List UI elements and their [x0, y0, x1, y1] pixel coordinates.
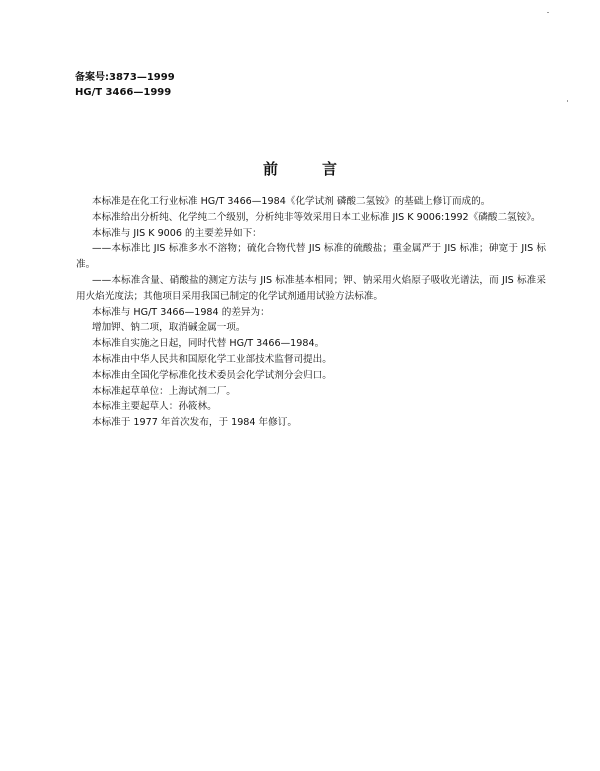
- paragraph: 本标准由中华人民共和国原化学工业部技术监督司提出。: [92, 353, 332, 365]
- scan-speck: [567, 100, 568, 102]
- paragraph: 本标准与 HG/T 3466—1984 的差异为：: [92, 306, 270, 318]
- paragraph: 本标准主要起草人：孙筱林。: [92, 401, 217, 413]
- standard-code: HG/T 3466—1999: [75, 87, 172, 98]
- standard-header: [75, 70, 175, 100]
- paragraph: 本标准自实施之日起，同时代替 HG/T 3466—1984。: [92, 338, 325, 350]
- scan-speck: [547, 12, 549, 13]
- paragraph: 本标准是在化工行业标准 HG/T 3466—1984《化学试剂 磷酸二氢铵》的基础上修订而成的。: [92, 196, 491, 207]
- page-title: 前言: [262, 160, 381, 178]
- paragraph: 本标准给出分析纯、化学纯二个级别，分析纯非等效采用日本工业标准 JIS K 9006:1992《磷酸二氢铵》。: [92, 211, 541, 223]
- paragraph: 本标准于 1977 年首次发布，于 1984 年修订。: [92, 417, 297, 429]
- paragraph: 本标准与 JIS K 9006 的主要差异如下：: [92, 227, 262, 239]
- record-number: 备案号:3873—1999: [75, 72, 175, 83]
- paragraph: ——本标准含量、硝酸盐的测定方法与 JIS 标准基本相同；钾、钠采用火焰原子吸收光谱法，而 JIS 标准采用火焰光度法；其他项目采用我国已制定的化学试剂通用试验方法标准。: [76, 274, 546, 302]
- paragraph: 本标准起草单位：上海试剂二厂。: [92, 385, 236, 397]
- paragraph: 本标准由全国化学标准化技术委员会化学试剂分会归口。: [92, 369, 332, 381]
- foreword-body: [76, 194, 546, 431]
- paragraph: 增加钾、钠二项，取消碱金属一项。: [92, 322, 246, 334]
- paragraph: ——本标准比 JIS 标准多水不溶物；硫化合物代替 JIS 标准的硫酸盐；重金属严于 JIS 标准；砷宽于 JIS 标准。: [76, 243, 546, 271]
